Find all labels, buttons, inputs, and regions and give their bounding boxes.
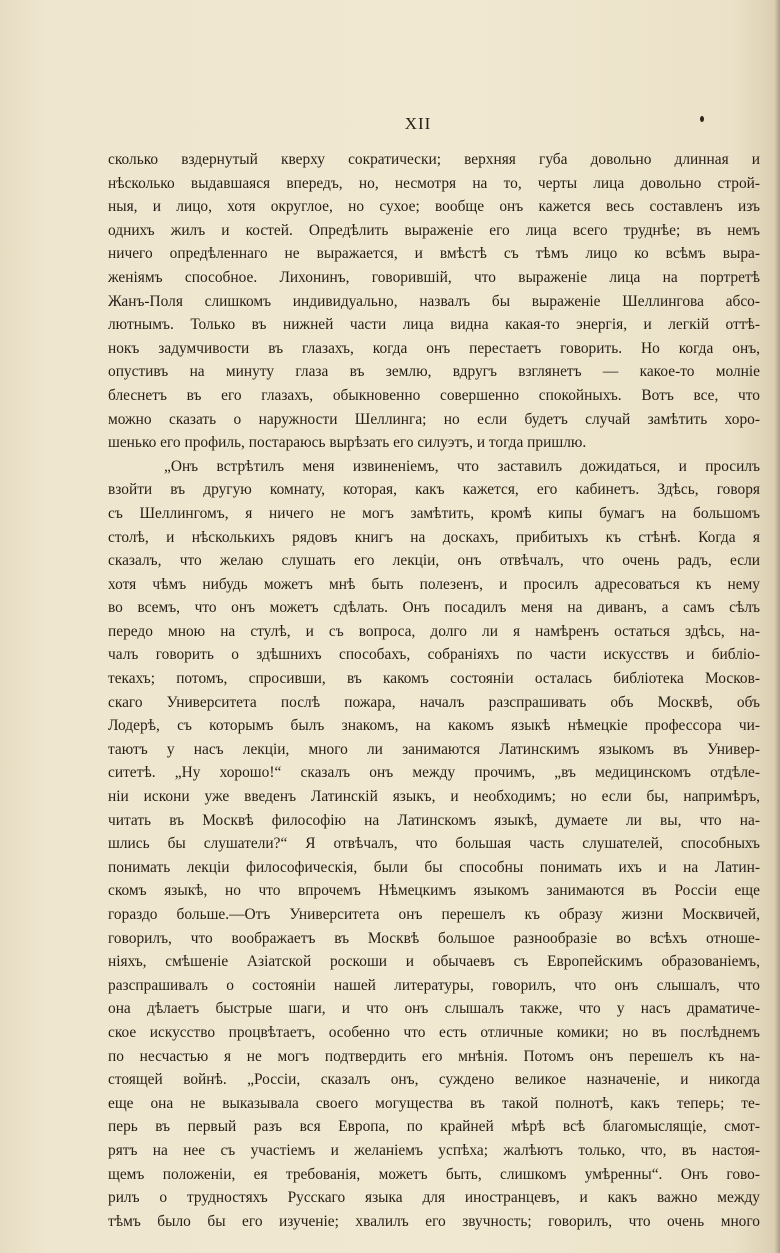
text-line: разспрашивалъ о состояніи нашей литературы, говорилъ, что онъ слышалъ, что — [108, 976, 760, 994]
text-line: чалъ говорить о здѣшнихъ способахъ, собраніяхъ по части искусствъ и библіо- — [108, 646, 760, 664]
page-number: XII — [404, 114, 432, 133]
text-line: скаго Университета послѣ пожара, началъ разспрашивать объ Москвѣ, объ — [108, 693, 760, 711]
text-line: щемъ положеніи, ея требованія, можетъ быть, слишкомъ умѣренны“. Онъ гово- — [108, 1165, 760, 1183]
text-line: ничего опредѣленнаго не выражается, и вмѣстѣ съ тѣмъ лицо ко всѣмъ выра- — [108, 245, 760, 263]
text-line: взойти въ другую комнату, которая, какъ кажется, его кабинетъ. Здѣсь, говоря — [108, 481, 760, 499]
text-line: ское искусство процвѣтаетъ, особенно что есть отличные комики; но въ послѣднемъ — [108, 1023, 760, 1041]
text-line: можно сказать о наружности Шеллинга; но если будетъ случай замѣтить хоро- — [108, 410, 760, 428]
text-line: нѣсколько выдавшаяся впередъ, но, несмотря на то, черты лица довольно строй- — [108, 174, 760, 192]
text-line: сколько вздернутый кверху сократически; верхняя губа довольно длинная и — [108, 151, 760, 168]
paragraph-first-line: „Онъ встрѣтилъ меня извиненіемъ, что заставилъ дожидаться, и просилъ — [164, 457, 760, 475]
text-line: хотя чѣмъ нибудь можетъ мнѣ быть полезенъ, и просилъ адресоваться къ нему — [108, 575, 760, 593]
text-line: таютъ у насъ лекціи, много ли занимаются Латинскимъ языкомъ въ Универ- — [108, 740, 760, 758]
text-line: гораздо больше.—Отъ Университета онъ перешелъ къ образу жизни Москвичей, — [108, 906, 760, 923]
text-line: сказалъ, что желаю слушать его лекціи, онъ отвѣчалъ, что очень радъ, если — [108, 552, 760, 570]
text-line: опустивъ на минуту глаза въ землю, вдругъ взглянетъ — какое-то молніе — [108, 363, 760, 381]
text-line: лютнымъ. Только въ нижней части лица видна какая-то энергія, и легкій оттѣ- — [108, 316, 760, 334]
text-line: блеснетъ въ его глазахъ, обыкновенно совершенно спокойныхъ. Вотъ все, что — [108, 386, 760, 404]
ink-spot — [700, 116, 704, 122]
text-line: еще она не выказывала своего могущества въ такой полнотѣ, какъ теперь; те- — [108, 1094, 760, 1112]
text-line: ніи искони уже введенъ Латинскій языкъ, и необходимъ; но если бы, напримѣръ, — [108, 788, 760, 806]
text-line: скомъ языкѣ, но что впрочемъ Нѣмецкимъ языкомъ занимаются въ Россіи еще — [108, 882, 760, 900]
text-line: текахъ; потомъ, спросивши, въ какомъ состояніи осталась библіотека Москов- — [108, 670, 760, 688]
text-line: по несчастью я не могъ подтвердить его мнѣнія. Потомъ онъ перешелъ къ на- — [108, 1047, 760, 1065]
text-line: столѣ, и нѣсколькихъ рядовъ книгъ на доскахъ, прибитыхъ къ стѣнѣ. Когда я — [108, 528, 760, 546]
text-line: стоящей войнѣ. „Россіи, сказалъ онъ, суждено великое назначеніе, и никогда — [108, 1071, 760, 1089]
text-line: съ Шеллингомъ, я ничего не могъ замѣтить, кромѣ кипы бумагъ на большомъ — [108, 504, 760, 522]
text-line: шлись бы слушатели?“ Я отвѣчалъ, что большая часть слушателей, способныхъ — [108, 835, 760, 853]
text-line: женіямъ способное. Лихонинъ, говорившій, что выраженіе лица на портретѣ — [108, 268, 760, 286]
text-line: говорилъ, что воображаетъ въ Москвѣ большое разнообразіе во всѣхъ отноше- — [108, 929, 760, 947]
page-edge — [774, 0, 780, 1253]
text-line: понимать лекціи философическія, были бы способны понимать ихъ и на Латин- — [108, 858, 760, 876]
text-line: ситетѣ. „Ну хорошо!“ сказалъ онъ между прочимъ, „въ медицинскомъ отдѣле- — [108, 764, 760, 782]
text-line: передо мною на стулѣ, и съ вопроса, долго ли я намѣренъ остаться здѣсь, на- — [108, 622, 760, 640]
text-line: рятъ на нее съ участіемъ и желаніемъ успѣха; жалѣютъ только, что, въ настоя- — [108, 1141, 760, 1159]
text-line: Лодерѣ, съ которымъ былъ знакомъ, на какомъ языкѣ нѣмецкіе профессора чи- — [108, 717, 760, 735]
text-line: рилъ о трудностяхъ Русскаго языка для иностранцевъ, и какъ важно между — [108, 1189, 760, 1207]
text-line: она дѣлаетъ быстрые шаги, и что онъ слышалъ также, что у насъ драматиче- — [108, 1000, 760, 1018]
text-line: нокъ задумчивости въ глазахъ, когда онъ перестаетъ говорить. Но когда онъ, — [108, 339, 760, 357]
text-line: шенько его профиль, постараюсь вырѣзать его силуэтъ, и тогда пришлю. — [108, 434, 587, 452]
text-line: однихъ жилъ и костей. Опредѣлить выраженіе его лица всего труднѣе; въ немъ — [108, 221, 760, 239]
text-line: читать въ Москвѣ философію на Латинскомъ языкѣ, думаете ли вы, что на- — [108, 811, 760, 829]
text-line: ніяхъ, смѣшеніе Азіатской роскоши и обычаевъ съ Европейскимъ образованіемъ, — [108, 953, 760, 971]
text-line: во всемъ, что онъ можетъ сдѣлать. Онъ посадилъ меня на диванъ, а самъ сѣлъ — [108, 599, 760, 617]
text-line: Жанъ-Поля слишкомъ индивидуально, назвалъ бы выраженіе Шеллингова абсо- — [108, 292, 760, 310]
text-line: перь въ первый разъ вся Европа, по крайней мѣрѣ всѣ благомыслящіе, смот- — [108, 1118, 760, 1136]
text-line: тѣмъ было бы его изученіе; хвалилъ его звучность; говорилъ, что очень много — [108, 1212, 760, 1230]
body-text — [108, 148, 760, 1233]
text-line: ныя, и лицо, хотя округлое, но сухое; вообще онъ кажется весь составленъ изъ — [108, 198, 760, 216]
